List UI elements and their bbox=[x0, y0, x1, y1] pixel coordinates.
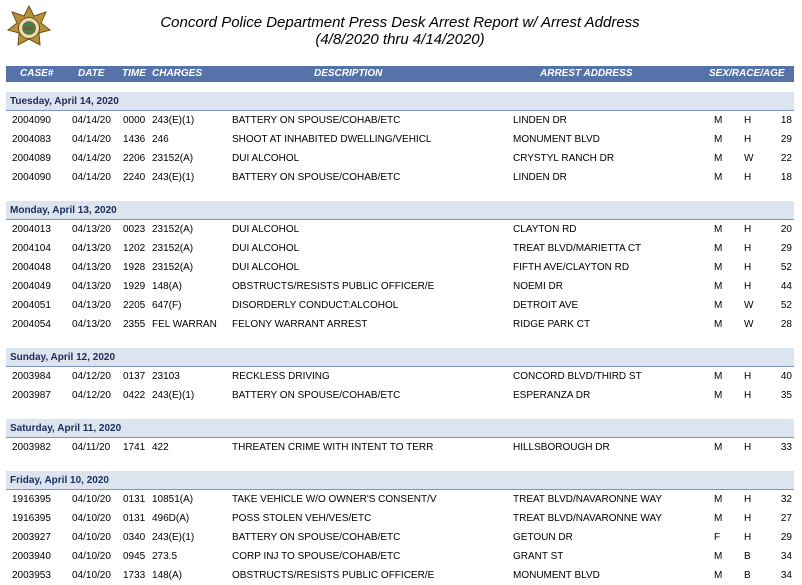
sex: M bbox=[714, 134, 723, 145]
table-row bbox=[6, 111, 794, 130]
arrest-address: GRANT ST bbox=[513, 551, 564, 562]
arrest-address: HILLSBOROUGH DR bbox=[513, 442, 610, 453]
race: H bbox=[744, 243, 752, 254]
col-description: DESCRIPTION bbox=[314, 68, 383, 79]
charge-description: SHOOT AT INHABITED DWELLING/VEHICL bbox=[232, 134, 432, 145]
race: H bbox=[744, 390, 752, 401]
race: H bbox=[744, 134, 752, 145]
charge-description: BATTERY ON SPOUSE/COHAB/ETC bbox=[232, 172, 401, 183]
age: 33 bbox=[780, 442, 792, 453]
age: 44 bbox=[780, 281, 792, 292]
charge-code: 23152(A) bbox=[152, 243, 194, 254]
date-group-header: Friday, April 10, 2020 bbox=[6, 471, 794, 490]
arrest-address: MONUMENT BLVD bbox=[513, 570, 600, 581]
table-row bbox=[6, 168, 794, 187]
charge-description: DUI ALCOHOL bbox=[232, 153, 300, 164]
col-arrest-address: ARREST ADDRESS bbox=[540, 68, 633, 79]
age: 18 bbox=[780, 172, 792, 183]
case-number: 2004083 bbox=[12, 134, 51, 145]
charge-description: DISORDERLY CONDUCT:ALCOHOL bbox=[232, 300, 399, 311]
charge-description: THREATEN CRIME WITH INTENT TO TERR bbox=[232, 442, 434, 453]
sex: M bbox=[714, 262, 723, 273]
table-row bbox=[6, 220, 794, 239]
case-number: 2004048 bbox=[12, 262, 51, 273]
table-row bbox=[6, 367, 794, 386]
age: 40 bbox=[780, 371, 792, 382]
table-row bbox=[6, 258, 794, 277]
arrest-date: 04/14/20 bbox=[72, 153, 111, 164]
group-spacer bbox=[6, 457, 794, 471]
arrest-date: 04/14/20 bbox=[72, 172, 111, 183]
sex: M bbox=[714, 319, 723, 330]
charge-description: RECKLESS DRIVING bbox=[232, 371, 330, 382]
arrest-time: 1741 bbox=[123, 442, 146, 453]
sex: M bbox=[714, 224, 723, 235]
race: H bbox=[744, 442, 752, 453]
case-number: 2003953 bbox=[12, 570, 51, 581]
table-row bbox=[6, 490, 794, 509]
report-title: Concord Police Department Press Desk Arrest Report w/ Arrest Address bbox=[160, 14, 640, 31]
col-sex-race-age: SEX/RACE/AGE bbox=[709, 68, 785, 79]
race: H bbox=[744, 262, 752, 273]
age: 52 bbox=[780, 300, 792, 311]
age: 34 bbox=[780, 570, 792, 581]
sex: M bbox=[714, 153, 723, 164]
table-row bbox=[6, 386, 794, 405]
case-number: 2003982 bbox=[12, 442, 51, 453]
sex: M bbox=[714, 494, 723, 505]
arrest-address: RIDGE PARK CT bbox=[513, 319, 591, 330]
group-spacer bbox=[6, 405, 794, 419]
charge-code: FEL WARRAN bbox=[152, 319, 217, 330]
race: H bbox=[744, 224, 752, 235]
case-number: 2004051 bbox=[12, 300, 51, 311]
arrest-address: CONCORD BLVD/THIRD ST bbox=[513, 371, 642, 382]
arrest-address: FIFTH AVE/CLAYTON RD bbox=[513, 262, 630, 273]
column-header-bar bbox=[6, 66, 794, 82]
case-number: 1916395 bbox=[12, 513, 51, 524]
col-charges: CHARGES bbox=[152, 68, 203, 79]
charge-code: 243(E)(1) bbox=[152, 390, 195, 401]
table-row bbox=[6, 149, 794, 168]
date-group-header: Monday, April 13, 2020 bbox=[6, 201, 794, 220]
date-group-header: Saturday, April 11, 2020 bbox=[6, 419, 794, 438]
arrest-address: GETOUN DR bbox=[513, 532, 573, 543]
arrest-time: 0131 bbox=[123, 513, 146, 524]
race: H bbox=[744, 513, 752, 524]
charge-code: 647(F) bbox=[152, 300, 182, 311]
case-number: 2003927 bbox=[12, 532, 51, 543]
col-date: DATE bbox=[78, 68, 105, 79]
charge-code: 273.5 bbox=[152, 551, 178, 562]
age: 32 bbox=[780, 494, 792, 505]
charge-code: 496D(A) bbox=[152, 513, 190, 524]
sex: M bbox=[714, 570, 723, 581]
arrest-time: 2206 bbox=[123, 153, 146, 164]
arrest-table bbox=[6, 92, 794, 585]
sex: M bbox=[714, 300, 723, 311]
col-time: TIME bbox=[122, 68, 146, 79]
case-number: 2004049 bbox=[12, 281, 51, 292]
arrest-time: 1733 bbox=[123, 570, 146, 581]
group-spacer bbox=[6, 187, 794, 201]
date-group-header: Sunday, April 12, 2020 bbox=[6, 348, 794, 367]
arrest-address: LINDEN DR bbox=[513, 172, 567, 183]
charge-code: 246 bbox=[152, 134, 169, 145]
case-number: 2004013 bbox=[12, 224, 51, 235]
race: H bbox=[744, 115, 752, 126]
report-header bbox=[100, 14, 700, 48]
arrest-time: 0000 bbox=[123, 115, 146, 126]
report-subtitle: (4/8/2020 thru 4/14/2020) bbox=[315, 31, 485, 48]
arrest-time: 0945 bbox=[123, 551, 146, 562]
race: B bbox=[744, 551, 751, 562]
arrest-address: TREAT BLVD/NAVARONNE WAY bbox=[513, 494, 663, 505]
table-row bbox=[6, 509, 794, 528]
table-row bbox=[6, 296, 794, 315]
race: H bbox=[744, 281, 752, 292]
group-spacer bbox=[6, 334, 794, 348]
case-number: 2004090 bbox=[12, 115, 51, 126]
case-number: 2004054 bbox=[12, 319, 51, 330]
arrest-time: 0131 bbox=[123, 494, 146, 505]
race: W bbox=[744, 319, 754, 330]
arrest-date: 04/12/20 bbox=[72, 371, 111, 382]
race: H bbox=[744, 172, 752, 183]
charge-code: 148(A) bbox=[152, 570, 183, 581]
arrest-address: DETROIT AVE bbox=[513, 300, 579, 311]
age: 29 bbox=[780, 134, 792, 145]
charge-description: BATTERY ON SPOUSE/COHAB/ETC bbox=[232, 532, 401, 543]
charge-description: OBSTRUCTS/RESISTS PUBLIC OFFICER/E bbox=[232, 281, 435, 292]
arrest-address: TREAT BLVD/NAVARONNE WAY bbox=[513, 513, 663, 524]
arrest-address: LINDEN DR bbox=[513, 115, 567, 126]
arrest-time: 2240 bbox=[123, 172, 146, 183]
race: B bbox=[744, 570, 751, 581]
date-group-header: Tuesday, April 14, 2020 bbox=[6, 92, 794, 111]
age: 52 bbox=[780, 262, 792, 273]
case-number: 2004089 bbox=[12, 153, 51, 164]
charge-description: DUI ALCOHOL bbox=[232, 243, 300, 254]
charge-description: DUI ALCOHOL bbox=[232, 262, 300, 273]
age: 35 bbox=[780, 390, 792, 401]
charge-description: OBSTRUCTS/RESISTS PUBLIC OFFICER/E bbox=[232, 570, 435, 581]
arrest-date: 04/13/20 bbox=[72, 224, 111, 235]
arrest-date: 04/13/20 bbox=[72, 319, 111, 330]
arrest-address: ESPERANZA DR bbox=[513, 390, 591, 401]
age: 27 bbox=[780, 513, 792, 524]
charge-code: 23152(A) bbox=[152, 262, 194, 273]
charge-description: TAKE VEHICLE W/O OWNER'S CONSENT/V bbox=[232, 494, 437, 505]
charge-description: BATTERY ON SPOUSE/COHAB/ETC bbox=[232, 115, 401, 126]
arrest-time: 0137 bbox=[123, 371, 146, 382]
case-number: 2003987 bbox=[12, 390, 51, 401]
arrest-address: MONUMENT BLVD bbox=[513, 134, 600, 145]
charge-description: POSS STOLEN VEH/VES/ETC bbox=[232, 513, 372, 524]
arrest-time: 0023 bbox=[123, 224, 146, 235]
age: 20 bbox=[780, 224, 792, 235]
arrest-date: 04/12/20 bbox=[72, 390, 111, 401]
age: 34 bbox=[780, 551, 792, 562]
col-case: CASE# bbox=[20, 68, 54, 79]
age: 22 bbox=[780, 153, 792, 164]
arrest-address: NOEMI DR bbox=[513, 281, 563, 292]
charge-description: DUI ALCOHOL bbox=[232, 224, 300, 235]
age: 18 bbox=[780, 115, 792, 126]
sex: M bbox=[714, 172, 723, 183]
race: W bbox=[744, 153, 754, 164]
charge-code: 10851(A) bbox=[152, 494, 194, 505]
race: W bbox=[744, 300, 754, 311]
arrest-address: CRYSTYL RANCH DR bbox=[513, 153, 615, 164]
charge-code: 422 bbox=[152, 442, 169, 453]
sex: M bbox=[714, 281, 723, 292]
arrest-time: 0340 bbox=[123, 532, 146, 543]
arrest-date: 04/13/20 bbox=[72, 281, 111, 292]
arrest-address: CLAYTON RD bbox=[513, 224, 577, 235]
race: H bbox=[744, 532, 752, 543]
police-badge-icon bbox=[7, 5, 51, 51]
sex: M bbox=[714, 551, 723, 562]
case-number: 2003940 bbox=[12, 551, 51, 562]
arrest-date: 04/14/20 bbox=[72, 115, 111, 126]
table-row bbox=[6, 277, 794, 296]
arrest-date: 04/14/20 bbox=[72, 134, 111, 145]
sex: F bbox=[714, 532, 721, 543]
arrest-time: 1436 bbox=[123, 134, 146, 145]
table-row bbox=[6, 130, 794, 149]
race: H bbox=[744, 494, 752, 505]
charge-code: 243(E)(1) bbox=[152, 532, 195, 543]
charge-code: 243(E)(1) bbox=[152, 115, 195, 126]
arrest-date: 04/11/20 bbox=[72, 442, 111, 453]
charge-description: FELONY WARRANT ARREST bbox=[232, 319, 368, 330]
charge-code: 243(E)(1) bbox=[152, 172, 195, 183]
charge-code: 23103 bbox=[152, 371, 180, 382]
charge-code: 148(A) bbox=[152, 281, 183, 292]
table-row bbox=[6, 528, 794, 547]
table-row bbox=[6, 438, 794, 457]
charge-code: 23152(A) bbox=[152, 153, 194, 164]
arrest-date: 04/13/20 bbox=[72, 243, 111, 254]
arrest-time: 0422 bbox=[123, 390, 146, 401]
arrest-date: 04/10/20 bbox=[72, 513, 111, 524]
arrest-time: 2355 bbox=[123, 319, 146, 330]
arrest-date: 04/10/20 bbox=[72, 551, 111, 562]
sex: M bbox=[714, 371, 723, 382]
sex: M bbox=[714, 115, 723, 126]
sex: M bbox=[714, 442, 723, 453]
arrest-date: 04/10/20 bbox=[72, 570, 111, 581]
age: 28 bbox=[780, 319, 792, 330]
table-row bbox=[6, 239, 794, 258]
arrest-time: 1202 bbox=[123, 243, 146, 254]
charge-code: 23152(A) bbox=[152, 224, 194, 235]
sex: M bbox=[714, 390, 723, 401]
case-number: 2004104 bbox=[12, 243, 51, 254]
arrest-time: 1929 bbox=[123, 281, 146, 292]
charge-description: BATTERY ON SPOUSE/COHAB/ETC bbox=[232, 390, 401, 401]
arrest-date: 04/13/20 bbox=[72, 262, 111, 273]
age: 29 bbox=[780, 243, 792, 254]
sex: M bbox=[714, 513, 723, 524]
arrest-date: 04/10/20 bbox=[72, 532, 111, 543]
arrest-date: 04/13/20 bbox=[72, 300, 111, 311]
sex: M bbox=[714, 243, 723, 254]
race: H bbox=[744, 371, 752, 382]
case-number: 2004090 bbox=[12, 172, 51, 183]
case-number: 1916395 bbox=[12, 494, 51, 505]
charge-description: CORP INJ TO SPOUSE/COHAB/ETC bbox=[232, 551, 401, 562]
table-row bbox=[6, 566, 794, 585]
age: 29 bbox=[780, 532, 792, 543]
arrest-address: TREAT BLVD/MARIETTA CT bbox=[513, 243, 642, 254]
case-number: 2003984 bbox=[12, 371, 51, 382]
arrest-time: 1928 bbox=[123, 262, 146, 273]
table-row bbox=[6, 315, 794, 334]
arrest-date: 04/10/20 bbox=[72, 494, 111, 505]
arrest-time: 2205 bbox=[123, 300, 146, 311]
table-row bbox=[6, 547, 794, 566]
